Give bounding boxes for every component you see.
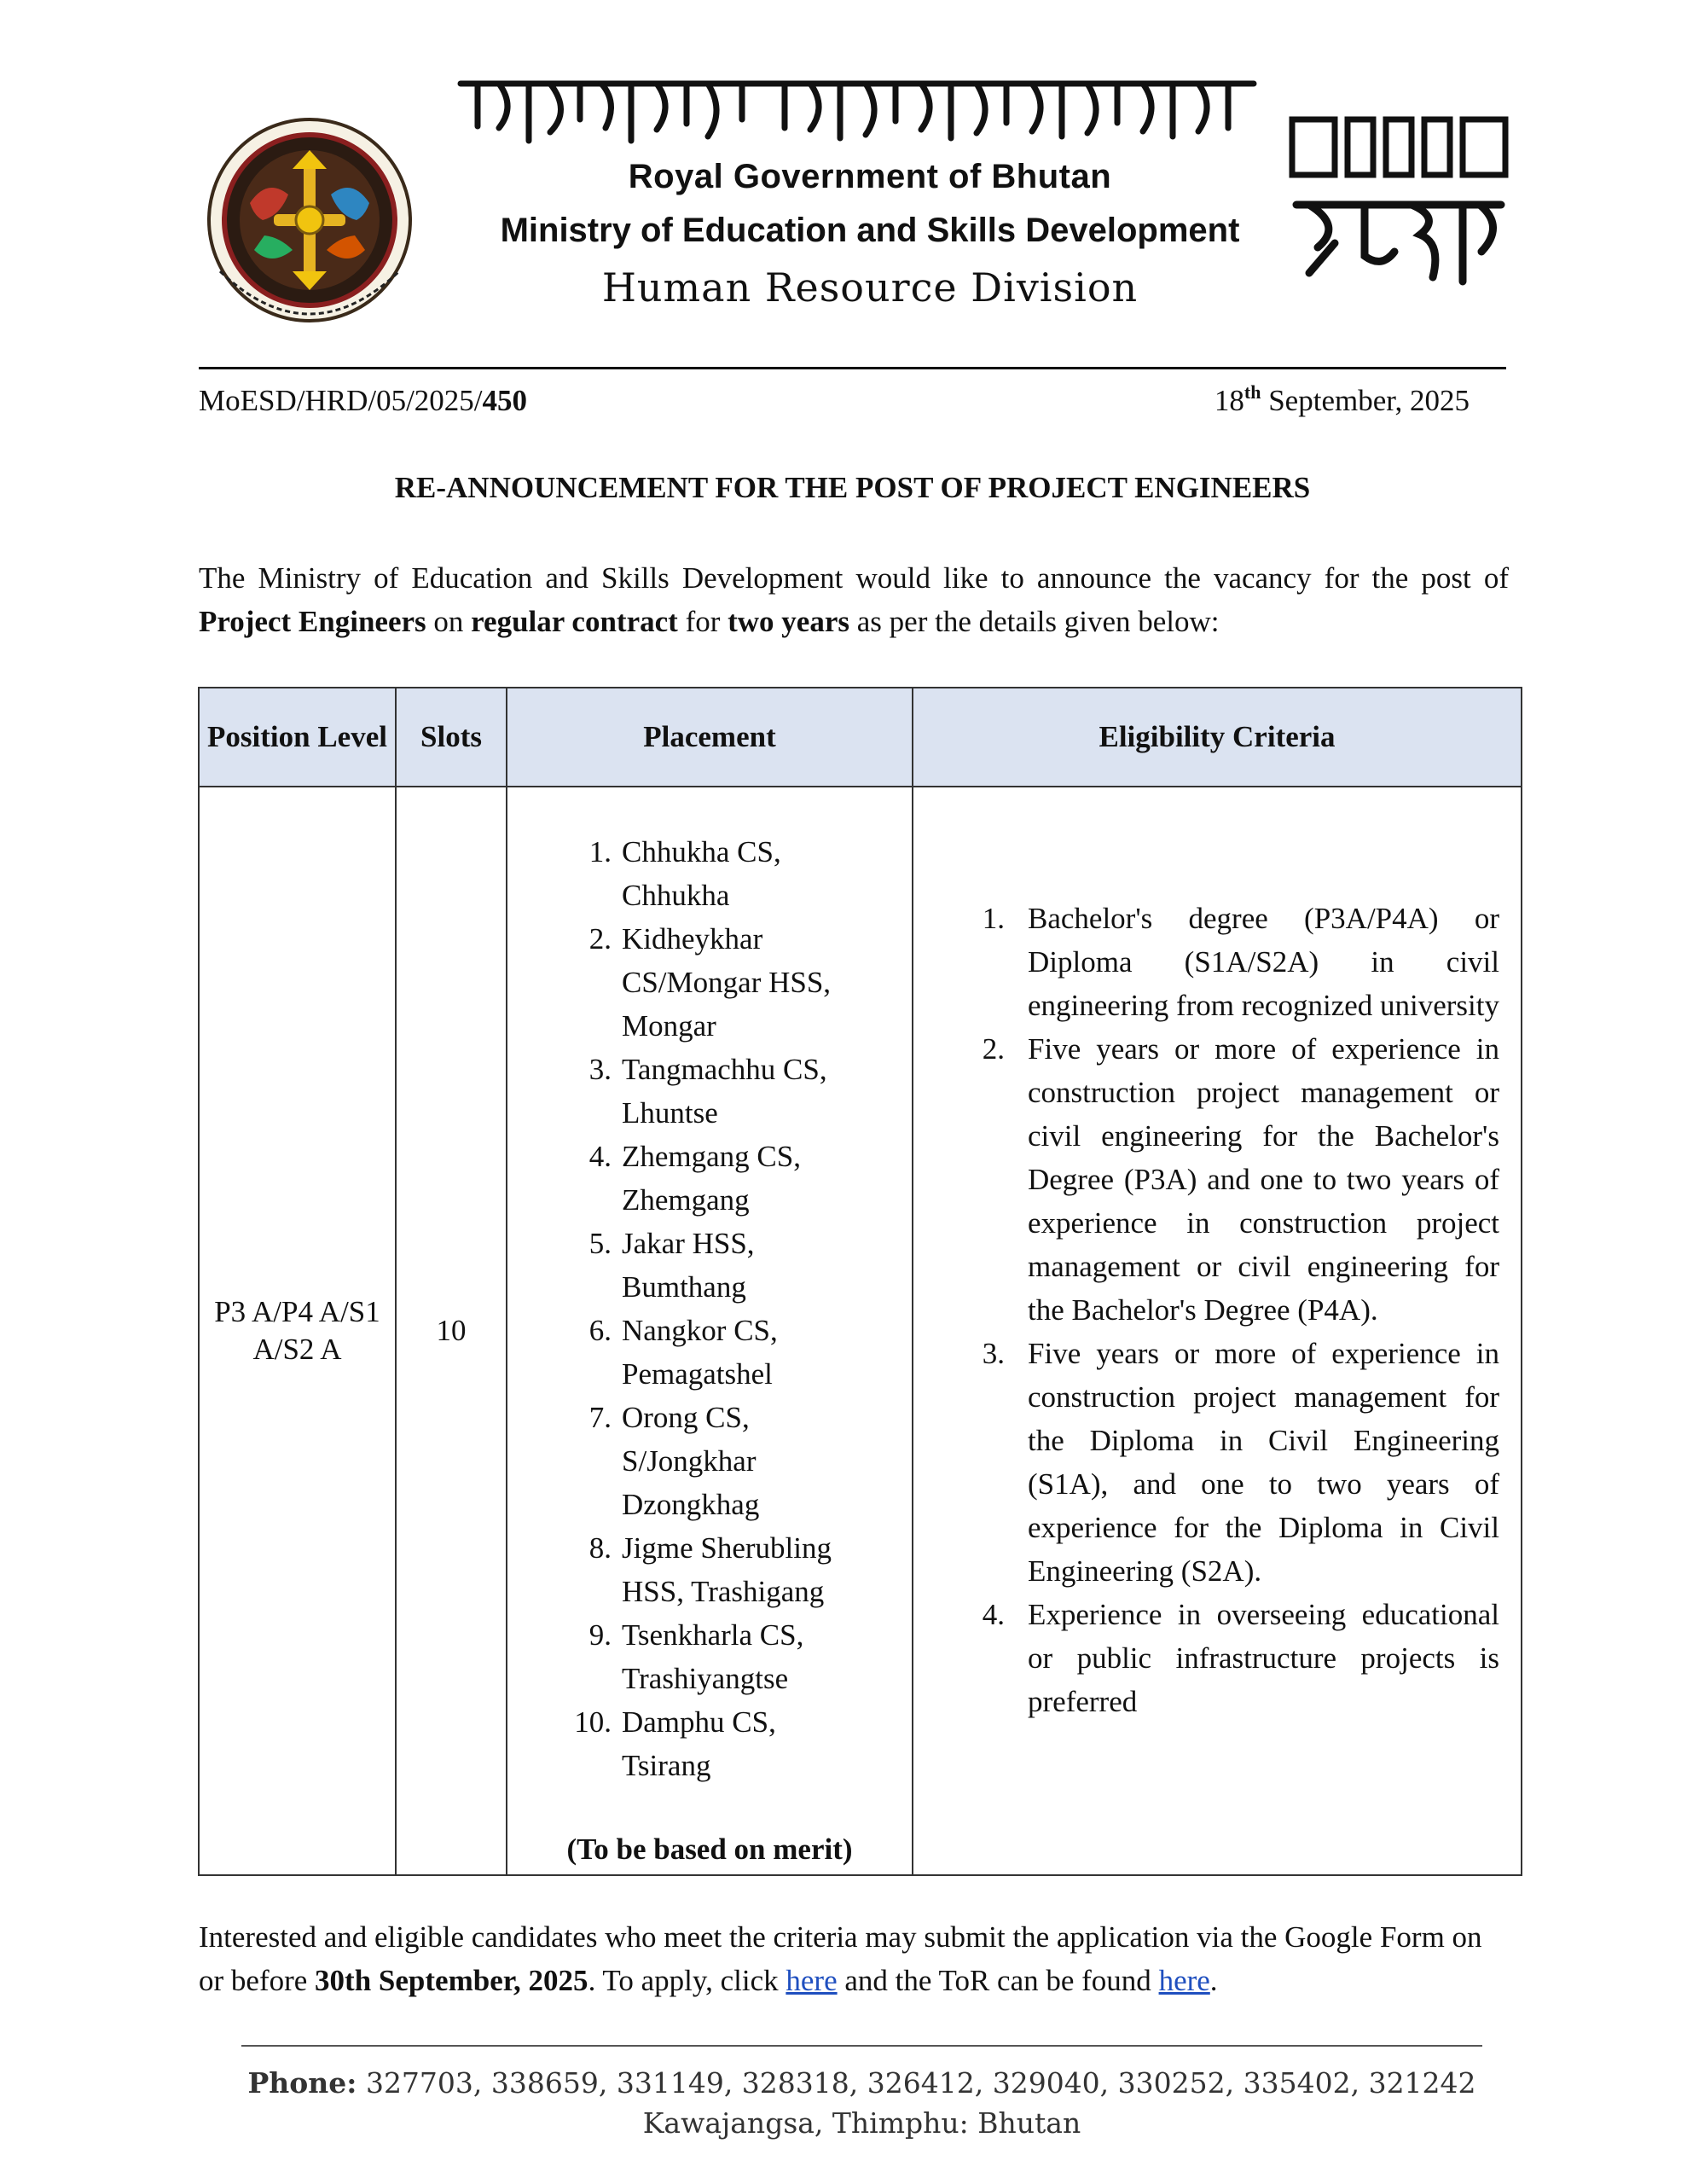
list-item: 4. Zhemgang CS, Zhemgang: [588, 1140, 801, 1217]
closing-paragraph: Interested and eligible candidates who meet the criteria may submit the application via the Google Form on or before 30th September, 2025. To apply, click here and the ToR can be found here.: [199, 1920, 1482, 1997]
eligibility-list: [913, 897, 1521, 1723]
tibetan-title: [452, 60, 1262, 154]
footer-phone: Phone: 327703, 338659, 331149, 328318, 326412, 329040, 330252, 335402, 321242: [247, 2066, 1476, 2100]
header-position-level: Position Level: [199, 688, 396, 787]
header-eligibility: Eligibility Criteria: [913, 688, 1522, 787]
list-item: 1. Chhukha CS, Chhukha: [588, 835, 781, 912]
list-item: 10. Damphu CS, Tsirang: [574, 1705, 776, 1782]
reference-number: MoESD/HRD/05/2025/450: [199, 384, 528, 417]
slots-cell: 10: [396, 787, 507, 1875]
footer-divider: [241, 2045, 1482, 2047]
government-name: Royal Government of Bhutan: [628, 158, 1112, 195]
vacancy-table: [198, 687, 1522, 1876]
position-level-cell: P3 A/P4 A/S1 A/S2 A: [199, 787, 396, 1875]
sherig-logo-icon: [1284, 107, 1514, 294]
header-divider: [199, 367, 1506, 369]
header-slots: Slots: [396, 688, 507, 787]
intro-paragraph: The Ministry of Education and Skills Development would like to announce the vacancy for the post of Project Engineers on regular contract for two years as per the details given below:: [199, 561, 1509, 638]
apply-link[interactable]: here: [786, 1964, 838, 1997]
eligibility-cell: [913, 787, 1522, 1875]
tor-link[interactable]: here: [1158, 1964, 1210, 1997]
list-item: 7. Orong CS, S/Jongkhar Dzongkhag: [588, 1401, 760, 1521]
footer: [241, 2063, 1482, 2143]
list-item: 9. Tsenkharla CS, Trashiyangtse: [588, 1618, 804, 1695]
list-item: 1. Bachelor's degree (P3A/P4A) or Diploma (S1A/S2A) in civil engineering from recognized university: [982, 902, 1499, 1022]
list-item: 8. Jigme Sherubling HSS, Trashigang: [588, 1531, 832, 1608]
list-item: 2. Five years or more of experience in construction project management or civil engineering for the Bachelor's Degree (P3A) and one to two years of experience in construction project management or civil engineering for the Bachelor's Degree (P4A).: [982, 1032, 1499, 1327]
table-row: [199, 787, 1522, 1875]
list-item: 2. Kidheykhar CS/Mongar HSS, Mongar: [588, 922, 832, 1043]
list-item: 3. Tangmachhu CS, Lhuntse: [588, 1053, 827, 1130]
header-placement: Placement: [507, 688, 913, 787]
letterhead: [0, 0, 1687, 375]
division-name: Human Resource Division: [601, 264, 1139, 311]
table-header-row: [199, 688, 1522, 787]
list-item: 5. Jakar HSS, Bumthang: [588, 1227, 755, 1304]
merit-note: (To be based on merit): [566, 1833, 853, 1866]
placement-cell: [507, 787, 913, 1875]
announcement-title: RE-ANNOUNCEMENT FOR THE POST OF PROJECT ENGINEERS: [394, 471, 1311, 504]
list-item: 4. Experience in overseeing educational or public infrastructure projects is preferred: [982, 1598, 1499, 1718]
list-item: 3. Five years or more of experience in construction project management for the Diploma in Civil Engineering (S1A), and one to two years of experience for the Diploma in Civil Engineering (S2A).: [982, 1337, 1499, 1588]
ministry-name: Ministry of Education and Skills Development: [500, 212, 1240, 249]
placement-list: [507, 830, 912, 1787]
letter-date: 18th September, 2025: [1214, 381, 1470, 417]
list-item: 6. Nangkor CS, Pemagatshel: [588, 1314, 778, 1391]
footer-address: Kawajangsa, Thimphu: Bhutan: [642, 2106, 1081, 2140]
royal-emblem-icon: [186, 101, 433, 348]
